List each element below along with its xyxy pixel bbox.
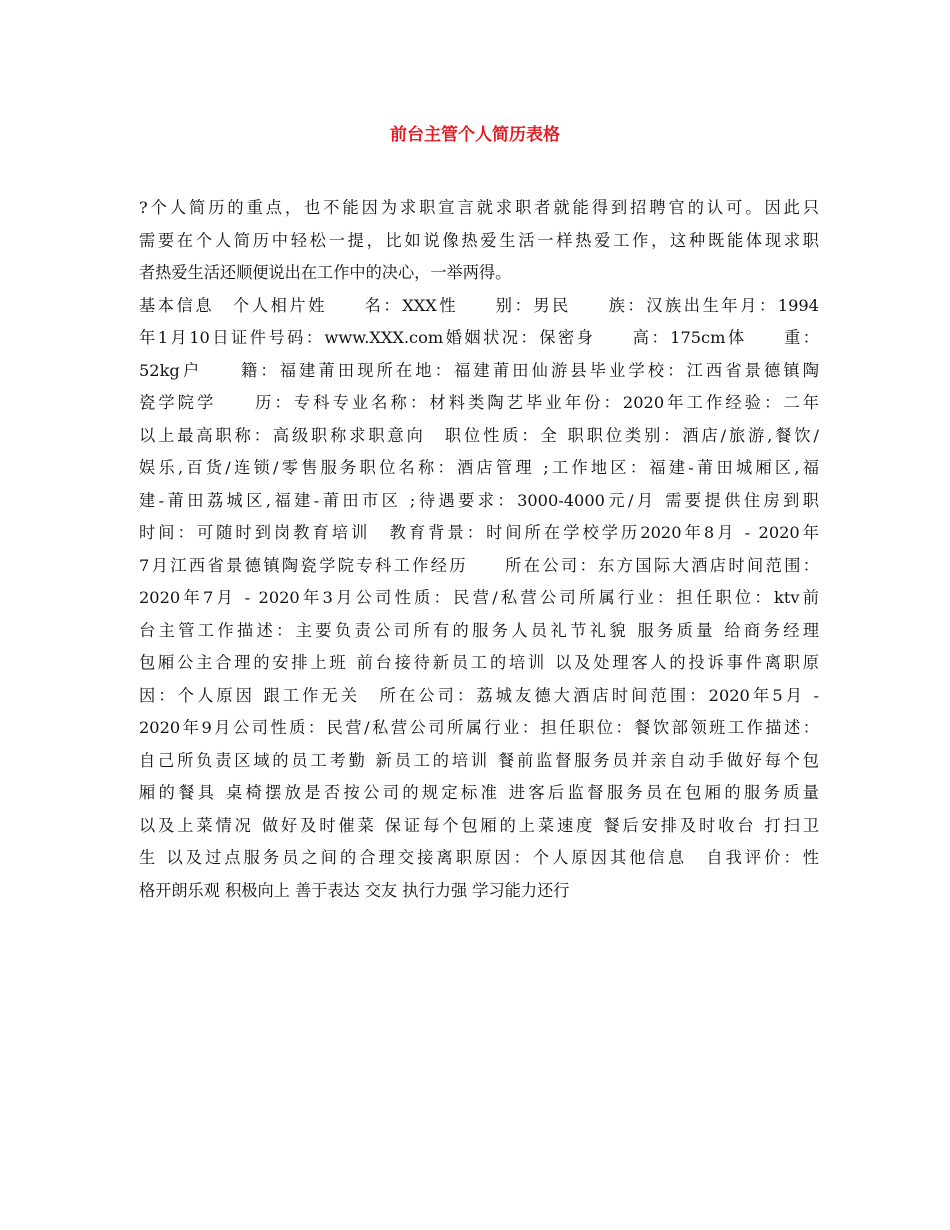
body-line: 需要在个人简历中轻松一提，比如说像热爱生活一样热爱工作，这种既能体现求职 [139, 230, 819, 250]
body-line: 2020年7月 - 2020年3月公司性质：民营/私营公司所属行业：担任职位：ktv前 [139, 588, 819, 607]
document-body [139, 192, 819, 907]
body-line: 2020年9月公司性质：民营/私营公司所属行业：担任职位：餐饮部领班工作描述： [139, 718, 819, 737]
body-line: 厢的餐具 桌椅摆放是否按公司的规定标准 进客后监督服务员在包厢的服务质量 [139, 783, 819, 802]
body-line: 台主管工作描述：主要负责公司所有的服务人员礼节礼貌 服务质量 给商务经理 [139, 620, 819, 640]
body-line: 自己所负责区域的员工考勤 新员工的培训 餐前监督服务员并亲自动手做好每个包 [139, 750, 819, 770]
body-line: 时间：可随时到岗教育培训 教育背景：时间所在学校学历2020年8月 - 2020年 [139, 523, 819, 542]
body-line: 基本信息 个人相片姓 名：XXX性 别：男民 族：汉族出生年月：1994 [139, 295, 819, 315]
body-line: ?个人简历的重点，也不能因为求职宣言就求职者就能得到招聘官的认可。因此只 [139, 198, 819, 217]
body-line: 生 以及过点服务员之间的合理交接离职原因：个人原因其他信息 自我评价：性 [139, 848, 819, 867]
body-line: 包厢公主合理的安排上班 前台接待新员工的培训 以及处理客人的投诉事件离职原 [139, 653, 819, 672]
body-line: 以上最高职称：高级职称求职意向 职位性质：全 职职位类别：酒店/旅游,餐饮/ [139, 425, 819, 445]
body-line: 52kg户 籍：福建莆田现所在地：福建莆田仙游县毕业学校：江西省景德镇陶 [139, 360, 819, 380]
body-line: 建-莆田荔城区,福建-莆田市区 ;待遇要求：3000-4000元/月 需要提供住房到职 [139, 490, 819, 510]
body-line: 娱乐,百货/连锁/零售服务职位名称：酒店管理 ;工作地区：福建-莆田城厢区,福 [139, 458, 819, 477]
body-line: 以及上菜情况 做好及时催菜 保证每个包厢的上菜速度 餐后安排及时收台 打扫卫 [139, 815, 819, 835]
body-line: 因：个人原因 跟工作无关 所在公司：荔城友德大酒店时间范围：2020年5月 - [139, 685, 819, 705]
body-line: 格开朗乐观 积极向上 善于表达 交友 执行力强 学习能力还行 [139, 880, 570, 900]
body-line: 7月江西省景德镇陶瓷学院专科工作经历 所在公司：东方国际大酒店时间范围： [139, 555, 819, 575]
document-title: 前台主管个人简历表格 [390, 125, 560, 145]
body-line: 年1月10日证件号码：www.XXX.com婚姻状况：保密身 高：175cm体 重： [139, 328, 819, 347]
body-line: 者热爱生活还顺便说出在工作中的决心，一举两得。 [139, 263, 512, 282]
body-line: 瓷学院学 历：专科专业名称：材料类陶艺毕业年份：2020年工作经验：二年 [139, 393, 819, 412]
